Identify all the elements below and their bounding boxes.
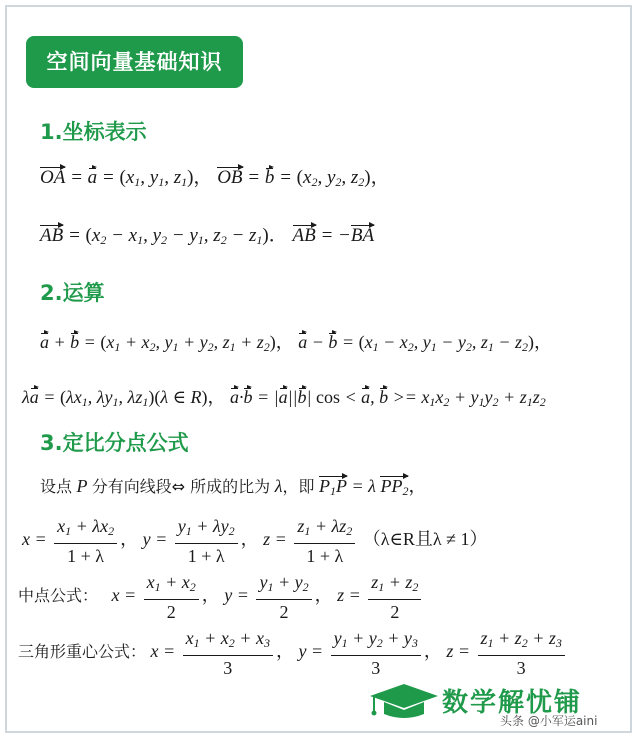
section-heading-division-point: 3.定比分点公式 [40, 431, 189, 455]
condition-text: （λ∈R且λ ≠ 1） [362, 529, 488, 550]
formula-division-intro: 设点 P 分有向线段⇔ 所成的比为 λ，即 $P_1P = \lambda$ $PP_2$， [40, 476, 427, 498]
formula-division-point: x = $\frac{x_1 + \lambda x_2}{1 + \lambda}$ ， y = $\frac{y_1 + \lambda y_2}{1 + \lambda}$ ， z = $\frac{z_1 + \lambda z_2}{1 + \lambda}$ （λ∈R且λ ≠ 1） [22, 516, 488, 566]
formula-oa-ob: OA = $a = (x_1$, $y_1$, $z_1$)， OB = $b = (x_2$, $y_2$, $z_2$)， [40, 167, 390, 189]
section-heading-coordinates: 1.坐标表示 [40, 120, 147, 144]
formula-scalar-dot: $\lambda a = (\lambda x_1$, $\lambda y_1$, $\lambda z_1)(\lambda$ ∈ R)， a·b = |a||b| cos < a, $b >= x_1x_2 + y_1y_2 + z_1z_2$ [22, 387, 546, 409]
section-heading-operations: 2.运算 [40, 281, 105, 305]
formula-ab: AB = ($x_2 - x_1$, $y_2 - y_1$, $z_2 - z_1$)． AB = −BA [40, 225, 375, 247]
formula-add-sub: $a + b = (x_1 + x_2$, $y_1 + y_2$, $z_1 + z_2$)， $a - b = (x_1 - x_2$, $y_1 - y_2$, $z_1 - z_2$)， [40, 332, 553, 354]
formula-midpoint: 中点公式： x = $\frac{x_1 + x_2}{2}$ ， y = $\frac{y_1 + y_2}{2}$ ， z = $\frac{z_1 + z_2}{2}$ [18, 570, 424, 624]
logo-text: 数学解忧铺 [442, 688, 583, 718]
centroid-label: 三角形重心公式： [18, 642, 147, 662]
intro-text-a: 设点 [40, 477, 73, 496]
formula-centroid: 三角形重心公式： x = $\frac{x_1 + x_2 + x_3}{3}$ ， y = $\frac{y_1 + y_2 + y_3}{3}$ ， z = $\frac{z_1 + z_2 + z_3}{3}$ [18, 626, 568, 680]
midpoint-label: 中点公式： [18, 586, 99, 606]
page-title: 空间向量基础知识 [26, 36, 243, 88]
watermark: 头条 @小军运aini [500, 714, 598, 728]
intro-text-b: 分有向线段⇔ 所成的比为 [91, 477, 271, 496]
intro-text-c: ，即 [282, 477, 315, 496]
